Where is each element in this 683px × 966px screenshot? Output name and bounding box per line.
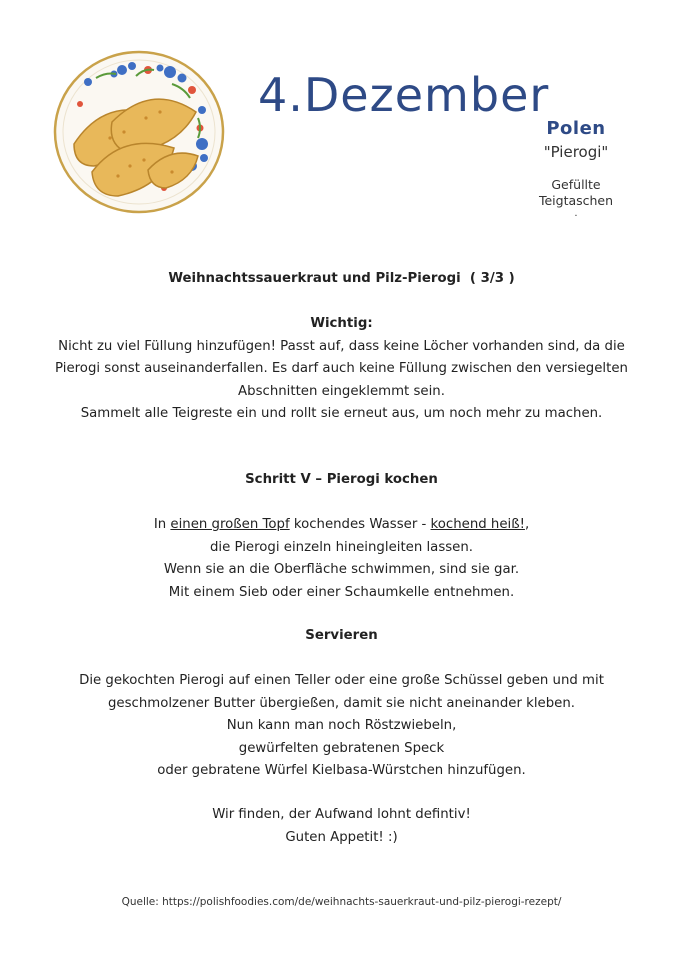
recipe-heading-block [40, 268, 643, 291]
step5-line: Wenn sie an die Oberfläche schwimmen, sind sie gar. [163, 562, 520, 577]
step5-underline-hot: kochend heiß! [430, 517, 525, 532]
important-section [40, 313, 643, 426]
serve-line: Die gekochten Pierogi auf einen Teller oder eine große Schüssel geben und mit [79, 673, 604, 688]
dish-name: "Pierogi" [543, 143, 609, 161]
dish-info [522, 118, 630, 219]
step5-text: In [153, 517, 171, 532]
step5-underline-pot: einen großen Topf [170, 517, 290, 532]
page-title: 4.Dezember [258, 68, 550, 122]
serve-line: gewürfelten gebratenen Speck [238, 740, 445, 756]
closing-line: Wir finden, der Aufwand lohnt defintiv! [212, 807, 471, 822]
step5-line [40, 514, 643, 537]
country-label: Polen [546, 118, 606, 139]
step5-line: die Pierogi einzeln hineingleiten lassen. [209, 539, 474, 555]
step5-section [40, 514, 643, 604]
serve-section [40, 670, 643, 783]
source-citation: Quelle: https://polishfoodies.com/de/weihnachts-sauerkraut-und-pilz-pierogi-rezept/ [121, 896, 562, 908]
step5-text: , [524, 517, 530, 532]
important-heading: Wichtig: [310, 316, 373, 331]
closing-section [40, 804, 643, 849]
step5-line: Mit einem Sieb oder einer Schaumkelle entnehmen. [168, 584, 515, 600]
important-line: Sammelt alle Teigreste ein und rollt sie erneut aus, um noch mehr zu machen. [80, 406, 603, 421]
important-line: Abschnitten eingeklemmt sein. [238, 383, 445, 399]
closing-line: Guten Appetit! :) [285, 829, 398, 845]
serve-line: Nun kann man noch Röstzwiebeln, [226, 718, 457, 733]
serve-line: geschmolzener Butter übergießen, damit sie nicht aneinander kleben. [107, 695, 576, 711]
dish-description-1: Gefüllte [551, 177, 601, 192]
recipe-heading: Weihnachtssauerkraut und Pilz-Pierogi ( 3/3 ) [168, 271, 515, 286]
pierogi-plate-illustration [52, 48, 226, 216]
step5-heading-block [40, 469, 643, 492]
serve-heading-block [40, 625, 643, 648]
dish-description-2: Teigtaschen [538, 193, 614, 208]
important-line: Pierogi sonst auseinanderfallen. Es darf auch keine Füllung zwischen den versiegelten [55, 361, 628, 376]
step5-heading: Schritt V – Pierogi kochen [245, 472, 438, 487]
step5-text: kochendes Wasser - [289, 517, 431, 532]
important-line: Nicht zu viel Füllung hinzufügen! Passt auf, dass keine Löcher vorhanden sind, da die [58, 338, 625, 354]
serve-line: oder gebratene Würfel Kielbasa-Würstchen hinzufügen. [157, 763, 526, 778]
dish-description-dot: . [574, 208, 578, 219]
serve-heading: Servieren [305, 628, 378, 643]
